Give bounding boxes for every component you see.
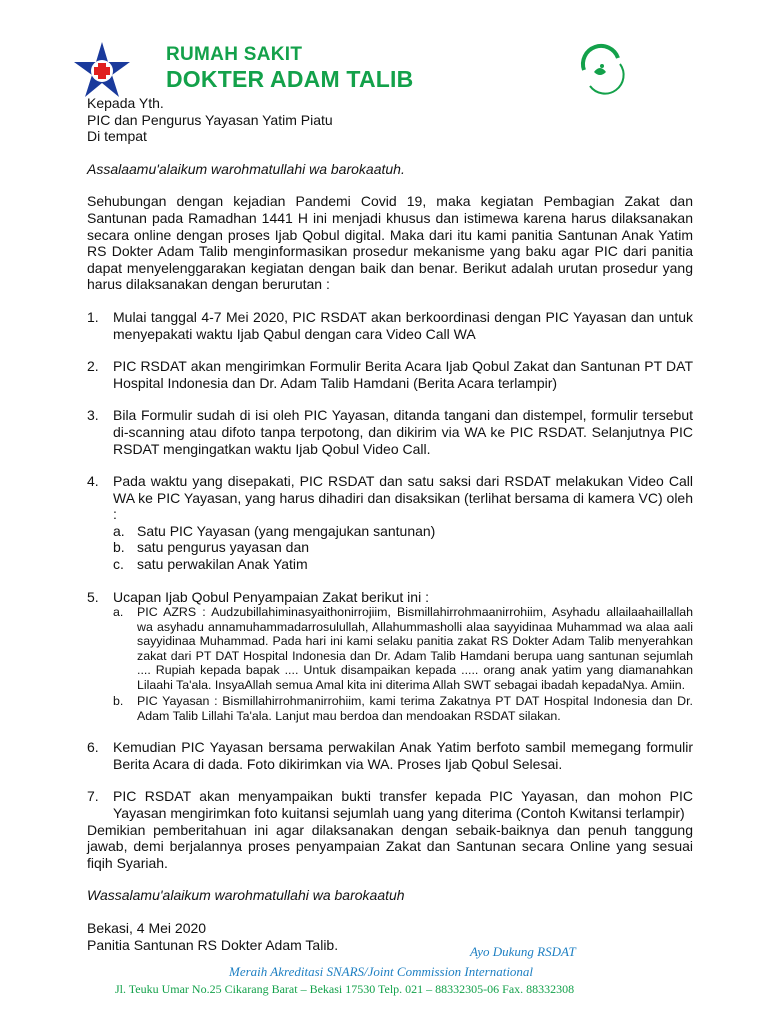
sub-letter: a. xyxy=(113,605,124,620)
signer: Panitia Santunan RS Dokter Adam Talib. xyxy=(87,936,339,953)
hospital-logo xyxy=(72,40,132,100)
witness-item xyxy=(113,556,693,573)
procedure-step xyxy=(87,589,693,724)
hospital-name-line1: RUMAH SAKIT xyxy=(166,44,303,65)
ijab-qobul-item xyxy=(113,694,693,723)
procedure-step xyxy=(87,309,693,342)
procedure-step xyxy=(87,407,693,457)
step-text: Pada waktu yang disepakati, PIC RSDAT dan satu saksi dari RSDAT melakukan Video Call WA ke PIC Yayasan, yang harus dihadiri dan disaksikan (terlihat bersama di kamera VC) oleh : xyxy=(113,473,693,523)
step-text: Bila Formulir sudah di isi oleh PIC Yayasan, ditanda tangani dan distempel, formulir tersebut di-scanning atau difoto tanpa terpotong, dan dikirim via WA ke PIC RSDAT. Selanjutnya PIC RSDAT mengingatkan waktu Ijab Qobul Video Call. xyxy=(113,407,693,457)
red-cross-star-icon xyxy=(72,40,132,100)
procedure-step xyxy=(87,358,693,391)
letter-body xyxy=(87,95,693,953)
step-text: Kemudian PIC Yayasan bersama perwakilan Anak Yatim berfoto sambil memegang formulir Berita Acara di dada. Foto dikirimkan via WA. Proses Ijab Qobul Selesai. xyxy=(113,739,693,772)
sub-text: PIC AZRS : Audzubillahiminasyaithonirrojiim, Bismillahirrohmaanirrohiim, Asyhadu allailaahaillallah wa asyhadu annamuhammadarrosulullah, Allahummasholli alaa sayyidinaa Muhammad wa alaa aali sayyidinaa Muhammad. Pada hari ini kami selaku panitia zakat RS Dokter Adam Talib menyerahkan zakat dari PT DAT Hospital Indonesia dan Dr. Adam Talib Hamdani berupa uang santunan sejumlah .... Rupiah kepada bapak .... Untuk disampaikan kepada ..... orang anak yatim yang diamanahkan Lilaahi Ta'ala. InsyaAllah semua Amal kita ini diterima Allah SWT sebagai ibadah kepadaNya. Amiin. xyxy=(137,605,693,692)
sub-letter: b. xyxy=(113,539,125,556)
step-number: 2. xyxy=(87,358,99,375)
sub-letter: b. xyxy=(113,694,124,709)
witness-item xyxy=(113,539,693,556)
sub-text: Satu PIC Yayasan (yang mengajukan santunan) xyxy=(137,522,436,539)
sub-letter: c. xyxy=(113,556,124,573)
sub-text: PIC Yayasan : Bismillahirrohmanirrohiim, kami terima Zakatnya PT DAT Hospital Indonesia dan Dr. Adam Talib Lillahi Ta'ala. Lanjut mau berdoa dan mendoakan RSDAT silakan. xyxy=(137,694,693,723)
step-number: 7. xyxy=(87,788,99,805)
step-text: PIC RSDAT akan mengirimkan Formulir Berita Acara Ijab Qobul Zakat dan Santunan PT DAT Hospital Indonesia dan Dr. Adam Talib Hamdani (Berita Acara terlampir) xyxy=(113,358,693,391)
ijab-qobul-item xyxy=(113,605,693,692)
ijab-qobul-list xyxy=(113,605,693,723)
closing-paragraph: Demikian pemberitahuan ini agar dilaksanakan dengan sebaik-baiknya dan penuh tanggung jawab, demi berjalannya proses penyampaian Zakat dan Santunan secara Online yang sesuai fiqih Syariah. xyxy=(87,821,693,871)
step-text: Mulai tanggal 4-7 Mei 2020, PIC RSDAT akan berkoordinasi dengan PIC Yayasan dan untuk menyepakati waktu Ijab Qabul dengan cara Video Call WA xyxy=(113,308,693,342)
sub-text: satu pengurus yayasan dan xyxy=(137,539,310,556)
farewell: Wassalamu'alaikum warohmatullahi wa barokaatuh xyxy=(87,887,405,904)
step-text: PIC RSDAT akan menyampaikan bukti transfer kepada PIC Yayasan, dan mohon PIC Yayasan mengirimkan foto kuitansi sejumlah uang yang diterima (Contoh Kwitansi terlampir) xyxy=(113,788,693,822)
step-text: Ucapan Ijab Qobul Penyampaian Zakat berikut ini : xyxy=(113,588,429,605)
sub-letter: a. xyxy=(113,522,125,539)
witness-list xyxy=(113,523,693,573)
slogan-primary: Ayo Dukung RSDAT xyxy=(470,944,576,959)
recipient-line2: PIC dan Pengurus Yayasan Yatim Piatu xyxy=(87,111,333,128)
step-number: 6. xyxy=(87,739,99,756)
step-number: 5. xyxy=(87,588,99,605)
greeting: Assalaamu'alaikum warohmatullahi wa barokaatuh. xyxy=(87,160,405,177)
step-number: 4. xyxy=(87,473,99,490)
hospital-name xyxy=(166,44,413,92)
recipient-line3: Di tempat xyxy=(87,128,147,145)
rsdat-seal xyxy=(574,40,630,96)
intro-paragraph: Sehubungan dengan kejadian Pandemi Covid 19, maka kegiatan Pembagian Zakat dan Santunan pada Ramadhan 1441 H ini menjadi khusus dan istimewa karena harus dilaksanakan secara online dengan proses Ijab Qobul digital. Maka dari itu kami panitia Santunan Anak Yatim RS Dokter Adam Talib menginformasikan prosedur mekanisme yang baku agar PIC dari panitia dapat menyelenggarakan kegiatan dengan baik dan benar. Berikut adalah urutan prosedur yang harus dilaksanakan dengan berurutan : xyxy=(87,193,693,293)
place-date: Bekasi, 4 Mei 2020 xyxy=(87,920,207,936)
step-number: 1. xyxy=(87,308,99,325)
witness-item xyxy=(113,523,693,540)
step-number: 3. xyxy=(87,407,99,424)
hospital-address: Jl. Teuku Umar No.25 Cikarang Barat – Bekasi 17530 Telp. 021 – 88332305-06 Fax. 88332308 xyxy=(115,982,575,996)
sub-text: satu perwakilan Anak Yatim xyxy=(137,556,308,573)
procedure-step xyxy=(87,473,693,573)
slogan-accreditation: Meraih Akreditasi SNARS/Joint Commission International xyxy=(229,964,534,979)
hospital-name-line2: DOKTER ADAM TALIB xyxy=(166,66,414,92)
procedure-step xyxy=(87,739,693,772)
procedure-list xyxy=(87,309,693,822)
recipient-line1: Kepada Yth. xyxy=(87,95,164,111)
rs-dat-halal-seal-icon xyxy=(574,40,630,96)
procedure-step xyxy=(87,788,693,821)
